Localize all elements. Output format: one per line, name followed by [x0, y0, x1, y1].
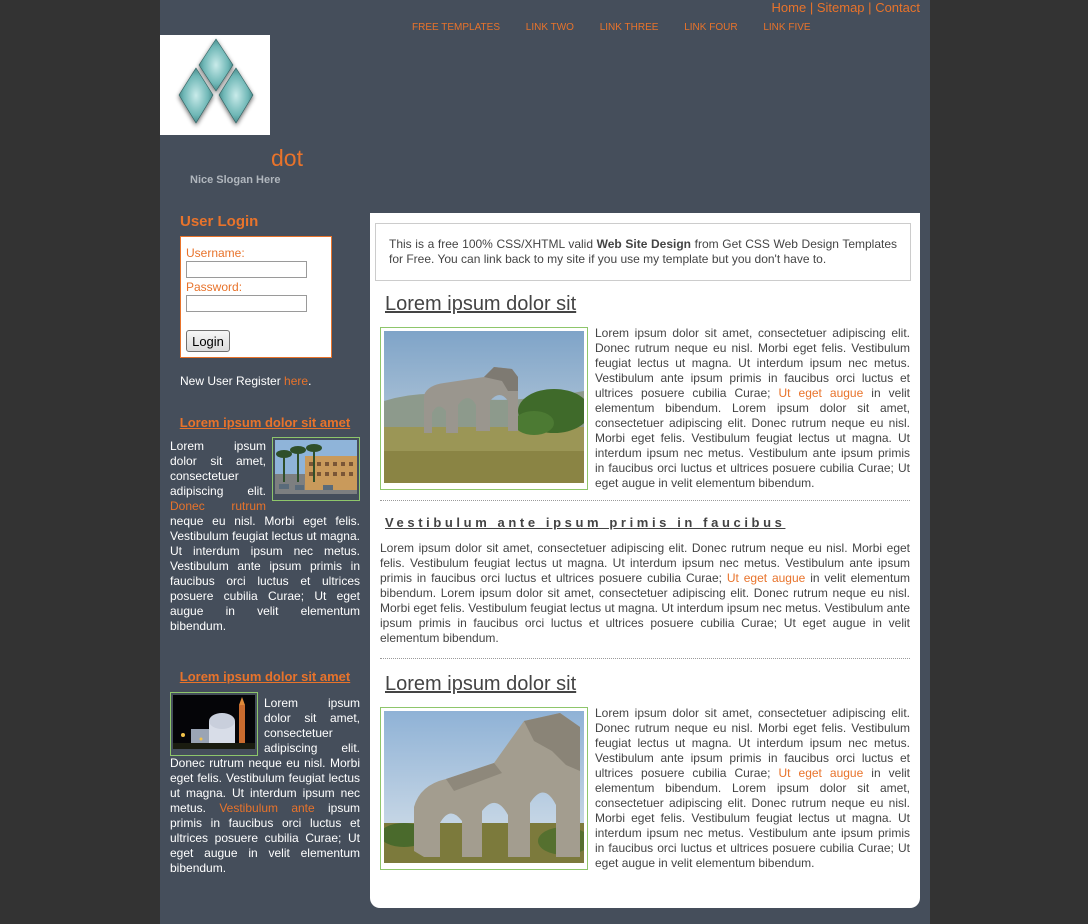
sidebar-photo-night-church	[170, 692, 258, 756]
divider	[380, 658, 910, 659]
register-line	[180, 374, 360, 388]
post2-title[interactable]: Lorem ipsum dolor sit	[385, 673, 577, 695]
login-button[interactable]: Login	[186, 330, 230, 352]
section2-text-b: in velit elementum bibendum. Lorem ipsum dolor sit amet, consectetuer adipiscing elit. Donec rutrum neque eu nisl. Morbi eget felis. Vestibulum feugiat lectus ut magna. Ut interdum ipsum nec metus. Vestibulum ante ipsum primis in faucibus orci luctus et ultrices posuere cubilia Curae; Ut eget augue in velit elementum bibendum.	[380, 571, 910, 645]
intro-bold: Web Site Design	[596, 237, 691, 251]
nav-link-three[interactable]: LINK THREE	[599, 22, 659, 33]
nav-link-two[interactable]: LINK TWO	[525, 22, 574, 33]
post2-link[interactable]: Ut eget augue	[778, 766, 864, 780]
top-sep: |	[809, 0, 814, 15]
section2-text-a: Lorem ipsum dolor sit amet, consectetuer adipiscing elit. Donec rutrum neque eu nisl. Morbi eget felis. Vestibulum feugiat lectus ut magna. Ut interdum ipsum nec metus. Vestibulum ante ipsum primis in faucibus orci luctus et ultrices posuere cubilia Curae;	[380, 541, 910, 585]
sidebar-photo-building	[272, 437, 360, 501]
site-logo[interactable]	[160, 35, 270, 135]
sidebar-block1-text	[170, 439, 360, 634]
password-input[interactable]	[186, 295, 307, 312]
intro-text-a: This is a free 100% CSS/XHTML valid	[389, 237, 597, 251]
post1-photo-ruins	[380, 327, 588, 490]
post1-text-a: Lorem ipsum dolor sit amet, consectetuer adipiscing elit. Donec rutrum neque eu nisl. Morbi eget felis. Vestibulum feugiat lectus ut magna. Ut interdum ipsum nec metus. Vestibulum ante ipsum primis in faucibus orci luctus et ultrices posuere cubilia Curae;	[595, 326, 910, 400]
username-label: Username:	[186, 246, 245, 260]
site-slogan: Nice Slogan Here	[190, 174, 281, 186]
sidebar-block1-text-a: Lorem ipsum dolor sit amet, consectetuer adipiscing elit.	[170, 439, 266, 498]
sidebar-block1-title[interactable]: Lorem ipsum dolor sit amet	[179, 415, 351, 430]
divider	[380, 500, 910, 501]
login-form	[180, 236, 332, 358]
nav-free-templates[interactable]: FREE TEMPLATES	[412, 22, 500, 33]
post1-text-b: in velit elementum bibendum. Lorem ipsum dolor sit amet, consectetuer adipiscing elit. Donec rutrum neque eu nisl. Morbi eget felis. Vestibulum feugiat lectus ut magna. Ut interdum ipsum nec metus. Vestibulum ante ipsum primis in faucibus orci luctus et ultrices posuere cubilia Curae; Ut eget augue in velit elementum bibendum.	[595, 386, 910, 490]
password-label: Password:	[186, 280, 243, 294]
section2-link[interactable]: Ut eget augue	[726, 571, 806, 585]
sidebar-block1-link[interactable]: Donec rutrum	[170, 499, 266, 513]
sidebar-block2-link[interactable]: Vestibulum ante	[219, 801, 315, 815]
post2-text-a: Lorem ipsum dolor sit amet, consectetuer adipiscing elit. Donec rutrum neque eu nisl. Morbi eget felis. Vestibulum feugiat lectus ut magna. Ut interdum ipsum nec metus. Vestibulum ante ipsum primis in faucibus orci luctus et ultrices posuere cubilia Curae;	[595, 706, 910, 780]
register-link[interactable]: here	[284, 374, 309, 388]
intro-text-b: from Get CSS Web Design Templates for Free. You can link back to my site if you use my template but you don't have to.	[389, 237, 898, 266]
sidebar-block2-text	[170, 696, 360, 876]
main-nav	[412, 22, 834, 33]
register-text: New User Register	[180, 374, 285, 388]
sidebar	[170, 213, 360, 876]
post2-text	[595, 706, 910, 871]
post1-title[interactable]: Lorem ipsum dolor sit	[385, 293, 577, 315]
sitemap-link[interactable]: Sitemap	[816, 0, 865, 15]
section2-text	[380, 541, 910, 646]
nav-link-four[interactable]: LINK FOUR	[684, 22, 738, 33]
login-heading: User Login	[180, 213, 259, 230]
main-content	[370, 213, 920, 908]
username-input[interactable]	[186, 261, 307, 278]
section2-title[interactable]: Vestibulum ante ipsum primis in faucibus	[385, 515, 786, 530]
intro-box	[375, 223, 911, 281]
post1-text	[595, 326, 910, 491]
sidebar-block2-text-a: Lorem ipsum dolor sit amet, consectetuer adipiscing elit. Donec rutrum neque eu nisl. Morbi eget felis. Vestibulum feugiat lectus ut magna. Ut interdum ipsum nec metus.	[170, 696, 360, 815]
sidebar-block2-title[interactable]: Lorem ipsum dolor sit amet	[179, 669, 351, 684]
sidebar-block1-text-b: neque eu nisl. Morbi eget felis. Vestibulum feugiat lectus ut magna. Ut interdum ipsum nec metus. Vestibulum ante ipsum primis in faucibus orci luctus et ultrices posuere cubilia Curae; Ut eget augue in velit elementum bibendum.	[170, 514, 360, 633]
register-end: .	[308, 374, 312, 388]
site-name: dot	[271, 145, 303, 171]
contact-link[interactable]: Contact	[875, 0, 920, 15]
post2-photo-aqueduct	[380, 707, 588, 870]
top-sep: |	[868, 0, 872, 15]
post2-text-b: in velit elementum bibendum. Lorem ipsum dolor sit amet, consectetuer adipiscing elit. Donec rutrum neque eu nisl. Morbi eget felis. Vestibulum feugiat lectus ut magna. Ut interdum ipsum nec metus. Vestibulum ante ipsum primis in faucibus orci luctus et ultrices posuere cubilia Curae; Ut eget augue in velit elementum bibendum.	[595, 766, 910, 870]
top-links	[772, 0, 920, 15]
sidebar-block2-text-b: ipsum primis in faucibus orci luctus et ultrices posuere cubilia Curae; Ut eget augue in velit elementum bibendum.	[170, 801, 360, 875]
page-frame	[160, 0, 930, 924]
diamond-logo-icon	[160, 35, 270, 135]
nav-link-five[interactable]: LINK FIVE	[763, 22, 811, 33]
post1-link[interactable]: Ut eget augue	[778, 386, 864, 400]
home-link[interactable]: Home	[771, 0, 807, 15]
